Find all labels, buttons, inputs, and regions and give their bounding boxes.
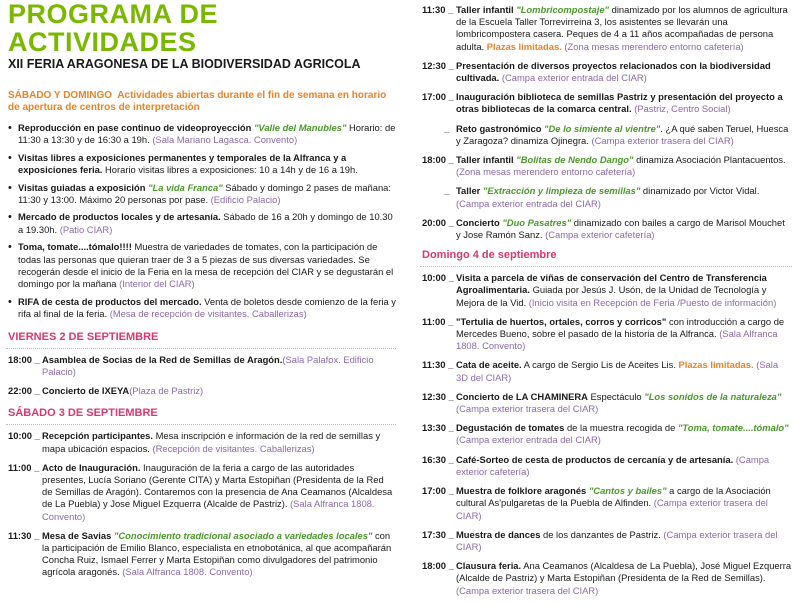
event-title: "Tertulia de huertos, ortales, corros y corricos"	[456, 315, 667, 327]
event-location: (Sala Alfranca 1808. Convento)	[456, 328, 778, 352]
event-title: Concierto de LA CHAMINERA	[456, 390, 588, 402]
event-time: 11:00 _	[8, 461, 40, 473]
event-location: (Campa exterior cafetería)	[456, 453, 770, 477]
event-description	[456, 4, 792, 53]
event-title: Café-Sorteo de cesta de productos de cercanía y de artesanía.	[456, 453, 734, 465]
event-title: Reto gastronómico	[456, 122, 545, 134]
event-row	[420, 560, 792, 597]
event-title: Visita a parcela de viñas de conservación del Centro de Transferencia Agroalimentaria.	[456, 272, 767, 296]
event-title: Reproducción en pase continuo de videoproyección	[18, 122, 254, 133]
event-location: (Campa exterior entrada del CIAR)	[501, 72, 647, 84]
event-location: (Mesa de recepción de visitantes. Caballerizas)	[109, 308, 307, 320]
event-time	[420, 185, 444, 209]
event-description	[42, 430, 396, 454]
event-row	[6, 385, 396, 397]
event-text: Guiada por Jesús J. Usón, de la Unidad de Tecnología y Mejora de la Vid.	[456, 284, 767, 308]
event-location: (Campa exterior entrada del CIAR)	[456, 434, 601, 446]
event-time: 13:30 _	[422, 422, 454, 434]
event-time: 11:30 _	[8, 529, 40, 541]
sunday-heading: Domingo 4 de septiembre	[422, 249, 557, 262]
event-location: (Zona mesas merendero entorno cafetería)	[456, 166, 636, 178]
event-time: 18:00 _	[422, 154, 454, 166]
event-description	[456, 185, 792, 209]
weekend-list	[6, 122, 396, 321]
event-row	[420, 359, 792, 383]
event-row	[420, 422, 792, 446]
event-row	[6, 430, 396, 454]
event-row	[420, 316, 792, 353]
event-title: Mesa de Savias	[42, 529, 114, 541]
weekend-heading	[6, 90, 396, 114]
event-location: (Plaza de Pastriz)	[129, 385, 204, 397]
list-item	[6, 182, 396, 207]
event-description	[42, 385, 396, 397]
limited-places-note: Plazas limitadas.	[678, 359, 757, 371]
event-title: Toma, tomate....tómalo!!!!	[18, 241, 132, 253]
event-title: Mercado de productos locales y de artesanía.	[18, 211, 221, 223]
event-description	[456, 422, 792, 446]
event-time: 11:30 _	[422, 4, 454, 15]
event-description	[456, 123, 792, 147]
saturday-events	[6, 430, 396, 578]
weekend-head-text: Actividades abiertas durante el fin de semana en horario de apertura de centros de interpretación	[8, 90, 387, 113]
event-highlight: "La vida Franca"	[148, 181, 223, 193]
event-description	[456, 272, 792, 309]
event-text: Venta de boletos desde comienzo de la feria y rifa al final de la feria.	[18, 295, 396, 320]
event-time: 18:00 _	[8, 353, 40, 365]
list-item	[6, 241, 396, 291]
event-location: (Sala 3D del CIAR)	[456, 359, 779, 383]
friday-events	[6, 354, 396, 398]
event-title: Muestra de folklore aragonés	[456, 485, 589, 497]
event-time: 17:30 _	[422, 528, 454, 540]
event-highlight: "Valle del Manubles"	[253, 122, 347, 133]
saturday-continued-events	[420, 4, 792, 241]
event-row	[6, 462, 396, 523]
event-time: 20:00 _	[422, 216, 454, 228]
event-text: de la muestra recogida de	[564, 422, 678, 434]
event-location: (Edificio Palacio)	[210, 194, 281, 206]
page-title: PROGRAMA DE ACTIVIDADES	[8, 0, 219, 57]
event-row	[420, 391, 792, 415]
bullet-dash: _	[444, 185, 450, 197]
event-row	[420, 185, 792, 209]
event-location: (Zona mesas merendero entorno cafetería)	[564, 40, 744, 52]
saturday-heading: SÁBADO 3 DE SEPTIEMBRE	[8, 407, 158, 420]
event-location: (Sala Alfranca 1808. Convento)	[42, 498, 375, 522]
bullet-dash: _	[444, 122, 450, 134]
sunday-events	[420, 272, 792, 596]
limited-places-note: Plazas limitadas.	[486, 40, 565, 52]
event-time: 10:00 _	[422, 272, 454, 284]
event-highlight: "Bolitas de Nendo Dango"	[516, 154, 634, 166]
event-description	[456, 91, 792, 115]
event-location: (Sala Alfranca 1808. Convento)	[122, 566, 253, 578]
event-title: Degustación de tomates	[456, 422, 565, 434]
event-location: (Campa exterior trasera del CIAR)	[456, 528, 778, 552]
event-text: Muestra de variedades de tomates, con la participación de todas las personas que quieran traer de 3 a 5 piezas de sus diversas variedades. Se recogerán desde el inicio de la Feria en la mesa de recepción del CIAR y se degustarán el domingo por la mañana	[18, 241, 394, 290]
event-text: con la participación de Emilio Blanco, especialista en etnobotánica, al que acompañarán Concha Ruiz, Ismael Ferrer y Marta Estopiñan como divulgadores del patrimonio agrícola aragonés.	[42, 529, 392, 578]
list-item	[6, 122, 396, 147]
event-location: (Sala Palafox. Edificio Palacio)	[42, 353, 374, 377]
event-row	[420, 272, 792, 309]
event-description	[42, 530, 396, 579]
event-text: dinamiza Asociación Plantacuentos.	[633, 154, 786, 166]
event-title: Visitas guiadas a exposición	[18, 181, 149, 193]
event-time: 17:00 _	[422, 485, 454, 497]
event-text: con introducción a cargo de Mercedes Bueno, sobre el pasado de la historia de la Alfranca.	[456, 315, 785, 340]
divider	[6, 348, 396, 349]
event-row	[420, 123, 792, 147]
event-title: Taller	[456, 185, 483, 197]
event-title: Recepción participantes.	[42, 430, 153, 442]
event-description	[456, 485, 792, 522]
event-highlight: "Conocimiento tradicional asociado a variedades locales"	[113, 529, 373, 541]
event-time	[420, 123, 444, 147]
page-subtitle: XII FERIA ARAGONESA DE LA BIODIVERSIDAD AGRICOLA	[8, 57, 361, 71]
event-highlight: "Cantos y bailes"	[588, 485, 667, 497]
event-text: dinamizado con bailes a cargo de Marisol Mouchet y Jose Ramón Sanz.	[456, 216, 785, 241]
event-row	[420, 454, 792, 478]
event-title: Concierto de IXEYA	[42, 385, 130, 397]
event-description	[456, 529, 792, 553]
event-row	[420, 91, 792, 115]
event-time: 11:30 _	[422, 359, 454, 371]
event-text: Espectáculo	[587, 390, 645, 402]
event-text: . ¿A qué saben Teruel, Huesca y Zaragoza? dinamiza Ojinegra.	[456, 122, 789, 146]
event-row	[420, 154, 792, 178]
event-text: Mesa inscripción e información de la red de semillas y mapa ubicación espacios.	[42, 430, 381, 454]
event-text: Horario visitas libres a exposiciones: 10 a 14h y de 16 a 19h.	[102, 164, 358, 176]
event-text: de los danzantes de Pastriz.	[540, 528, 664, 540]
event-row	[420, 60, 792, 84]
event-description	[42, 354, 396, 378]
event-time: 18:00 _	[422, 560, 454, 572]
event-row	[420, 217, 792, 241]
event-description	[456, 454, 792, 478]
event-title: Visitas libres a exposiciones permanentes y temporales de la Alfranca y a exposiciones feria.	[18, 151, 347, 176]
event-location: (Sala Mariano Lagasca. Convento)	[152, 134, 298, 146]
event-title: Inauguración biblioteca de semillas Pastriz y presentación del proyecto a otras bibliotecas de la comarca central.	[456, 91, 783, 115]
event-description	[456, 359, 792, 383]
event-title: RIFA de cesta de productos del mercado.	[18, 295, 202, 307]
event-row	[6, 354, 396, 378]
event-time: 11:00 _	[422, 315, 454, 327]
event-text: A cargo de Sergio Lis de Aceites Lis.	[521, 359, 679, 371]
list-item	[6, 152, 396, 177]
event-text: dinamizado por Victor Vidal.	[640, 185, 760, 197]
event-time: 17:00 _	[422, 91, 454, 103]
event-title: Concierto	[456, 216, 503, 228]
event-location: (Recepción de visitantes. Caballerizas)	[152, 442, 315, 454]
event-title: Acto de Inauguración.	[42, 461, 141, 473]
event-title: Presentación de diversos proyectos relacionados con la biodiversidad cultivada.	[456, 59, 771, 84]
event-title: Asamblea de Socias de la Red de Semillas de Aragón.	[42, 353, 283, 365]
right-column	[420, 0, 792, 604]
list-item	[6, 211, 396, 236]
event-location: (Campa exterior entrada del CIAR)	[456, 197, 601, 209]
list-item	[6, 296, 396, 321]
event-highlight: "Lombricompostaje"	[516, 4, 610, 15]
event-description	[456, 391, 792, 415]
event-location: (Campa exterior trasera del CIAR)	[456, 403, 599, 415]
event-title: Taller infantil	[456, 4, 517, 15]
event-location: (Patio CIAR)	[59, 223, 113, 235]
event-highlight: "Los sonidos de la naturaleza"	[644, 390, 782, 402]
event-text: dinamizado por los alumnos de agricultura de la Escuela Taller Torrevirreina 3, los asistentes se llevarán una lombricompostera casera. Peques de 4 a 11 años acompañadas de persona adulta.	[456, 4, 788, 52]
divider	[420, 266, 792, 267]
event-text: Sábado y domingo 2 pases de mañana: 11:30 y 13:00. Máximo 20 personas por pase.	[18, 181, 391, 206]
event-time: 10:00 _	[8, 430, 40, 442]
event-time: 16:30 _	[422, 453, 454, 465]
event-description	[456, 217, 792, 241]
event-location: (Interior del CIAR)	[119, 278, 195, 290]
event-location: (Inicio visita en Recepción de Feria /Puesto de información)	[528, 296, 777, 308]
event-text: Inauguración de la feria a cargo de las autoridades presentes, Lucía Soriano (Gerente CITA) y Marta Estopiñan (Presidenta de la Red de Semillas de Aragón). Contaremos con la presencia de Ana Ceamanos (Alcaldesa de La Puebla) y Jose Miguel Ezquerra (Alcalde de Pastriz).	[42, 461, 393, 510]
event-location: (Campa exterior trasera del CIAR)	[591, 134, 734, 146]
event-text: Ana Ceamanos (Alcaldesa de La Puebla), José Miguel Ezquerra (Alcalde de Pastriz) y Marta Estopiñan (Presidenta de la Red de Semillas).	[456, 560, 792, 584]
event-time: 12:30 _	[422, 390, 454, 402]
event-location: (Campa exterior cafetería)	[545, 229, 655, 241]
event-description	[456, 316, 792, 353]
friday-heading: VIERNES 2 DE SEPTIEMBRE	[8, 330, 159, 343]
event-location: (Pastriz, Centro Social)	[634, 103, 731, 115]
event-highlight: "De lo simiente al vientre"	[544, 122, 661, 134]
event-location: (Campa exterior trasera del CIAR)	[456, 497, 768, 521]
event-row	[420, 529, 792, 553]
event-row	[420, 4, 792, 53]
event-title: Taller infantil	[456, 154, 517, 166]
event-description	[42, 462, 396, 523]
event-row	[420, 485, 792, 522]
event-title: Muestra de dances	[456, 528, 541, 540]
event-location: (Campa exterior trasera del CIAR)	[456, 584, 599, 596]
event-highlight: "Duo Pasatres"	[502, 216, 572, 228]
event-description	[456, 154, 792, 178]
weekend-head-label: SÁBADO Y DOMINGO	[8, 90, 113, 101]
event-time: 12:30 _	[422, 59, 454, 71]
event-text: Horario: de 11:30 a 13:30 y de 16:30 a 19h.	[18, 122, 396, 146]
event-description	[456, 560, 792, 597]
event-description	[456, 60, 792, 84]
event-text: a cargo de la Asociación cultural As'pulgaretas de la Puebla de Alfinden.	[456, 485, 771, 509]
event-highlight: "Toma, tomate....tómalo"	[677, 422, 789, 434]
event-row	[6, 530, 396, 579]
event-text: Sábado de 16 a 20h y domingo de 10.30 a 19.30h.	[18, 211, 393, 235]
event-title: Clausura feria.	[456, 560, 522, 572]
event-highlight: "Extracción y limpieza de semillas"	[482, 185, 641, 197]
event-title: Cata de aceite.	[456, 359, 522, 371]
event-time: 22:00 _	[8, 385, 40, 397]
divider	[6, 424, 396, 425]
left-column	[6, 0, 396, 586]
